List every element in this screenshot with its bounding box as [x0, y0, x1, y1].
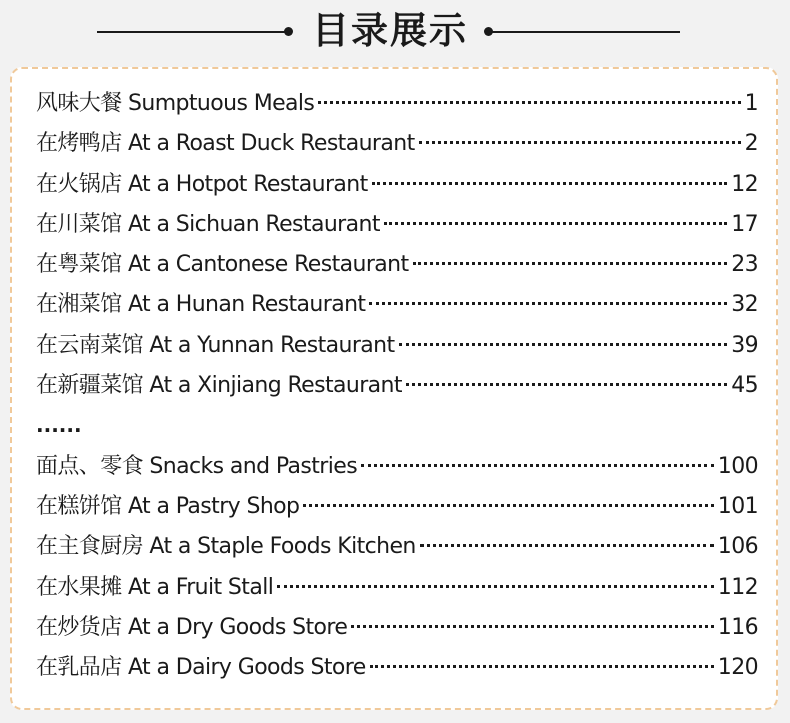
- dot-leader: [419, 141, 741, 144]
- left-divider-line: [97, 31, 286, 33]
- toc-entry-page: 32: [731, 292, 758, 318]
- toc-entry-title: 在水果摊 At a Fruit Stall: [36, 574, 274, 600]
- dot-leader: [318, 101, 740, 104]
- toc-entry-title: 在川菜馆 At a Sichuan Restaurant: [36, 211, 380, 237]
- toc-entry-page: 12: [731, 171, 758, 197]
- toc-entry-page: 23: [731, 252, 758, 278]
- toc-entry-title: 在烤鸭店 At a Roast Duck Restaurant: [36, 131, 415, 157]
- toc-entry: [36, 529, 758, 569]
- dot-leader: [413, 262, 728, 265]
- toc-entry: [36, 368, 758, 408]
- dot-leader: [369, 302, 727, 305]
- toc-entry-page: 17: [731, 211, 758, 237]
- left-divider-dot: [284, 27, 293, 36]
- toc-entry: [36, 570, 758, 610]
- toc-entry: [36, 610, 758, 650]
- toc-entry-title: 在炒货店 At a Dry Goods Store: [36, 614, 348, 640]
- dot-leader: [372, 182, 728, 185]
- toc-entry-page: 106: [717, 534, 758, 560]
- page-title: 目录展示: [312, 9, 468, 52]
- toc-ellipsis: ......: [36, 413, 82, 438]
- toc-entry: [36, 167, 758, 207]
- toc-entry-page: 2: [744, 131, 758, 157]
- toc-entry-title: 在湘菜馆 At a Hunan Restaurant: [36, 292, 366, 318]
- dot-leader: [406, 383, 727, 386]
- toc-entry-title: 风味大餐 Sumptuous Meals: [36, 91, 315, 116]
- toc-entry-title: 在乳品店 At a Dairy Goods Store: [36, 655, 366, 681]
- toc-entry: [36, 287, 758, 327]
- toc-entry: [36, 449, 758, 489]
- right-divider-line: [488, 31, 680, 33]
- dot-leader: [303, 504, 713, 507]
- toc-entry: [36, 247, 758, 287]
- toc-entry-page: 100: [717, 453, 758, 479]
- toc-entry: [36, 86, 758, 126]
- header: [0, 0, 790, 62]
- toc-entry-page: 101: [717, 493, 758, 519]
- dot-leader: [420, 544, 714, 547]
- toc-entry-title: 在云南菜馆 At a Yunnan Restaurant: [36, 332, 395, 358]
- toc-entry-title: 在主食厨房 At a Staple Foods Kitchen: [36, 534, 416, 560]
- toc-card: [10, 67, 778, 710]
- toc-entry: [36, 489, 758, 529]
- toc-entry-page: 1: [744, 91, 758, 116]
- toc-entry-page: 39: [731, 332, 758, 358]
- dot-leader: [384, 222, 727, 225]
- toc-entry-title: 在火锅店 At a Hotpot Restaurant: [36, 171, 368, 197]
- dot-leader: [351, 625, 714, 628]
- dot-leader: [361, 464, 714, 467]
- toc-entry: [36, 126, 758, 166]
- dot-leader: [370, 665, 714, 668]
- dot-leader: [399, 343, 728, 346]
- toc-entry-title: 在糕饼馆 At a Pastry Shop: [36, 493, 300, 519]
- toc-entry: [36, 207, 758, 247]
- toc-entry-page: 120: [717, 655, 758, 681]
- toc-entry: [36, 650, 758, 690]
- toc-entry: [36, 328, 758, 368]
- toc-entry-title: 在新疆菜馆 At a Xinjiang Restaurant: [36, 373, 402, 399]
- toc-entry-page: 112: [717, 574, 758, 600]
- dot-leader: [277, 585, 714, 588]
- table-of-contents: [36, 86, 758, 690]
- toc-entry-title: 面点、零食 Snacks and Pastries: [36, 453, 358, 479]
- toc-entry-title: 在粤菜馆 At a Cantonese Restaurant: [36, 252, 409, 278]
- toc-entry-page: 116: [717, 614, 758, 640]
- toc-entry-page: 45: [731, 373, 758, 399]
